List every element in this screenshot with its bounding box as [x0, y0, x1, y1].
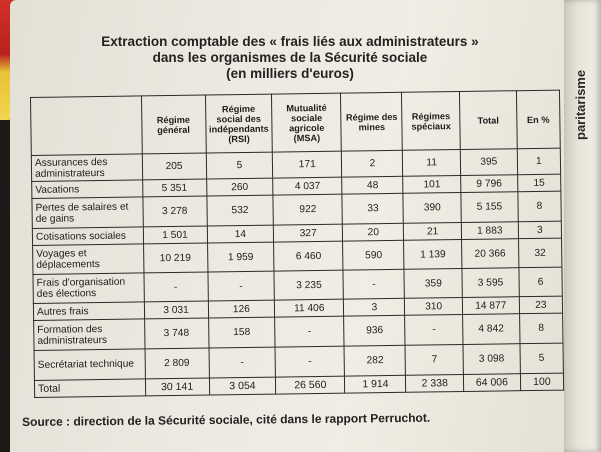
- total-cell: 1 914: [345, 375, 406, 393]
- title-line-1: Extraction comptable des « frais liés aux administrateurs »: [101, 34, 479, 49]
- table-cell: 6 460: [274, 241, 343, 271]
- table-cell: 1 959: [207, 242, 274, 272]
- table-cell: -: [275, 346, 344, 377]
- table-cell: 5: [206, 152, 273, 179]
- table-cell: -: [405, 314, 463, 345]
- table-cell: 3 748: [144, 318, 208, 349]
- column-header: Mutualité sociale agricole (MSA): [272, 93, 342, 152]
- table-cell: 171: [273, 151, 342, 178]
- table-cell: 532: [206, 195, 273, 226]
- column-header: Régime social des indépendants (RSI): [205, 94, 273, 153]
- row-label: Formation des administrateurs: [34, 319, 145, 351]
- title-line-3: (en milliers d'euros): [226, 66, 354, 81]
- table-cell: 3 595: [462, 268, 519, 298]
- table-cell: 1 883: [461, 222, 518, 240]
- table-cell: 20: [343, 223, 404, 241]
- table-cell: 7: [405, 344, 463, 375]
- table-cell: -: [209, 347, 276, 378]
- column-header: Régime des mines: [341, 92, 403, 151]
- table-cell: 21: [404, 222, 462, 240]
- row-label: Autres frais: [33, 302, 144, 321]
- table-cell: 922: [273, 194, 342, 225]
- table-cell: -: [208, 271, 275, 301]
- row-label: Vacations: [32, 180, 143, 199]
- table-cell: 14 877: [462, 297, 519, 315]
- source-note: Source : direction de la Sécurité sociale, cité dans le rapport Perruchot.: [22, 410, 431, 429]
- table-cell: 1: [517, 148, 561, 175]
- table-cell: 11 406: [275, 299, 344, 317]
- table-cell: 6: [519, 267, 563, 297]
- costs-table: [30, 90, 564, 398]
- table-cell: 260: [206, 178, 273, 196]
- table-cell: 2 809: [145, 348, 209, 379]
- table-cell: 936: [344, 315, 406, 346]
- table-cell: 8: [519, 313, 563, 344]
- table-cell: 15: [517, 174, 560, 192]
- table-cell: 4 037: [273, 177, 342, 195]
- table-cell: 205: [142, 153, 206, 180]
- table-cell: 1 139: [404, 239, 462, 269]
- table-cell: 5 351: [142, 179, 206, 197]
- table-cell: 327: [274, 224, 343, 242]
- table-cell: 158: [208, 317, 275, 348]
- table-cell: 3 098: [463, 344, 520, 375]
- column-header: Régimes spéciaux: [402, 92, 460, 151]
- column-header: [31, 96, 142, 156]
- table-title: [60, 34, 520, 82]
- table-cell: 5 155: [461, 192, 518, 223]
- table-cell: 1 501: [143, 226, 207, 244]
- total-cell: 3 054: [209, 377, 276, 395]
- total-label: Total: [34, 379, 145, 398]
- row-label: Assurances des administrateurs: [31, 154, 142, 182]
- column-header: Régime général: [141, 95, 206, 154]
- table-cell: 3 278: [142, 196, 206, 227]
- table-cell: 11: [403, 149, 461, 176]
- row-label: Frais d'organisation des élections: [33, 273, 144, 304]
- table-cell: 3: [518, 221, 561, 239]
- table-cell: 3 235: [274, 270, 343, 300]
- table-cell: 33: [342, 193, 404, 224]
- row-label: Voyages et déplacements: [33, 244, 144, 275]
- row-label: Cotisations sociales: [32, 227, 143, 246]
- table-cell: 20 366: [462, 239, 519, 269]
- total-cell: 64 006: [463, 374, 520, 392]
- row-label: Pertes de salaires et de gains: [32, 197, 143, 229]
- table-cell: 32: [518, 238, 562, 268]
- table-cell: 48: [342, 176, 403, 194]
- total-cell: 30 141: [145, 378, 209, 396]
- table-cell: 3 031: [144, 301, 208, 319]
- header-row: [31, 90, 561, 155]
- table-cell: -: [343, 269, 405, 299]
- table-cell: 4 842: [463, 314, 520, 345]
- table-cell: 23: [519, 296, 562, 314]
- table-cell: -: [144, 272, 208, 302]
- side-page-text: paritarisme: [573, 70, 588, 141]
- table-cell: 2: [342, 150, 403, 177]
- table-cell: 126: [208, 300, 275, 318]
- table-cell: 8: [518, 191, 562, 222]
- adjacent-page: [564, 0, 601, 452]
- title-line-2: dans les organismes de la Sécurité sociale: [152, 50, 428, 65]
- table-cell: 395: [460, 149, 517, 176]
- table-cell: 282: [344, 345, 406, 376]
- table-cell: 3: [344, 298, 405, 316]
- column-header: Total: [459, 91, 517, 150]
- table-cell: 359: [404, 268, 462, 298]
- column-header: En %: [516, 90, 560, 149]
- table-cell: 5: [520, 343, 564, 374]
- total-cell: 26 560: [276, 376, 345, 394]
- table-cell: 10 219: [143, 243, 207, 273]
- row-label: Secrétariat technique: [34, 349, 145, 381]
- table-cell: -: [275, 316, 344, 347]
- total-cell: 2 338: [406, 374, 464, 392]
- table-cell: 101: [403, 175, 461, 193]
- table-cell: 590: [343, 240, 405, 270]
- table-cell: 310: [405, 297, 463, 315]
- table-cell: 390: [403, 192, 461, 223]
- total-cell: 100: [520, 373, 563, 391]
- table-cell: 9 796: [461, 175, 518, 193]
- table-cell: 14: [207, 225, 274, 243]
